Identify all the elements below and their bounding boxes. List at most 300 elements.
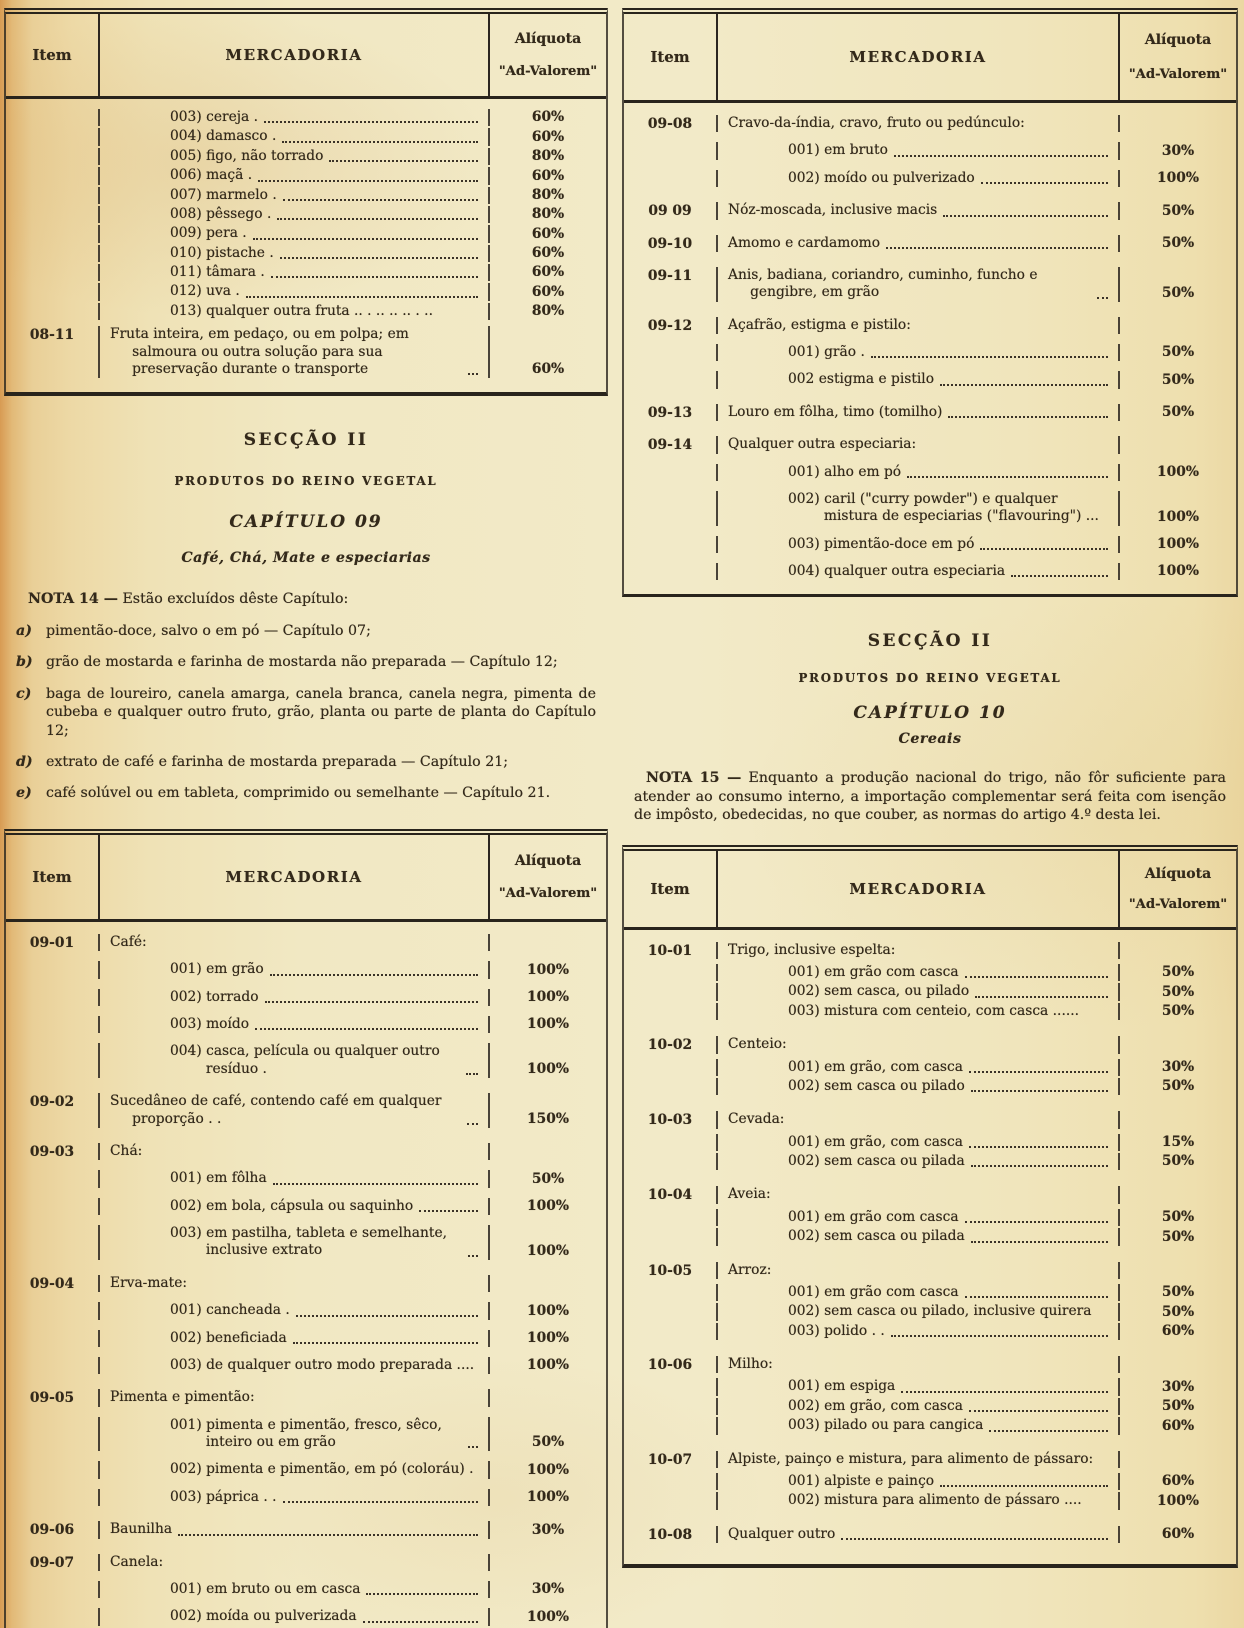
merchandise-cell [100, 283, 490, 300]
table-body-spices [624, 103, 1236, 594]
merchandise-cell [718, 404, 1120, 421]
merchandise-text: 002) sem casca, ou pilado [788, 983, 970, 1000]
merchandise-cell [718, 1153, 1120, 1170]
nota-14-text: Estão excluídos dêste Capítulo: [122, 591, 349, 608]
section-title: SECÇÃO II [243, 430, 369, 451]
advalorem-rate: 50% [1161, 344, 1195, 361]
section-capitulo-10 [622, 631, 1238, 824]
merchandise-text: Aveia: [728, 1186, 771, 1203]
merchandise-cell [718, 464, 1120, 481]
merchandise-text: 002) pimenta e pimentão, em pó (coloráu) . [170, 1461, 474, 1478]
tariff-table-cap09 [4, 829, 608, 1628]
advalorem-rate: 50% [1161, 284, 1195, 301]
merchandise-text: 012) uva . [170, 283, 240, 300]
section-capitulo-09 [4, 430, 608, 829]
table-row [6, 1581, 606, 1598]
item-code: 10-01 [624, 942, 718, 959]
header-mercadoria: MERCADORIA [718, 14, 1120, 100]
advalorem-rate: 60% [1161, 1323, 1195, 1340]
nota-item-text: extrato de café e farinha de mostarda preparada — Capítulo 21; [46, 753, 509, 770]
merchandise-cell [100, 303, 490, 320]
item-code [624, 1417, 718, 1434]
merchandise-text: 001) alho em pó [788, 463, 902, 480]
advalorem-rate: 100% [527, 1016, 569, 1033]
merchandise-text: 001) grão . [788, 344, 865, 360]
merchandise-cell [718, 115, 1120, 132]
table-row [624, 1209, 1236, 1226]
merchandise-cell [718, 1228, 1120, 1245]
advalorem-rate: 50% [1161, 1398, 1195, 1415]
header-mercadoria: MERCADORIA [100, 835, 490, 919]
table-row [6, 225, 606, 242]
nota-item-letter: a) [16, 622, 32, 639]
merchandise-text: 004) damasco . [170, 128, 277, 145]
item-code: 09-03 [6, 1143, 100, 1160]
merchandise-text: 005) figo, não torrado [170, 147, 324, 164]
table-row [6, 283, 606, 300]
table-row [624, 1078, 1236, 1095]
merchandise-cell [100, 1581, 490, 1598]
table-header [6, 835, 606, 922]
merchandise-cell [100, 264, 490, 281]
dot-leader [366, 1593, 478, 1595]
dot-leader [971, 1165, 1108, 1167]
advalorem-rate: 100% [527, 1302, 569, 1319]
tariff-table-cereals [622, 845, 1238, 1568]
advalorem-rate: 60% [1161, 1473, 1195, 1490]
dot-leader [283, 1501, 479, 1503]
table-row [624, 202, 1236, 219]
advalorem-rate: 50% [1161, 1303, 1195, 1320]
merchandise-text: 002) sem casca ou pilado [788, 1077, 965, 1094]
item-code [6, 1016, 100, 1033]
dot-leader [943, 215, 1108, 217]
advalorem-rate: 80% [531, 206, 565, 223]
merchandise-cell [100, 1357, 490, 1374]
nota-item [16, 653, 596, 671]
item-code: 09-04 [6, 1275, 100, 1292]
advalorem-rate: 50% [1161, 964, 1195, 981]
dot-leader [296, 1315, 478, 1317]
nota-item-letter: e) [16, 785, 32, 802]
merchandise-cell [718, 1473, 1120, 1490]
merchandise-cell [100, 1198, 490, 1215]
merchandise-text: 001) em grão [170, 961, 264, 978]
dot-leader [940, 384, 1108, 386]
table-row [6, 1521, 606, 1538]
merchandise-cell [100, 1461, 490, 1478]
merchandise-cell [718, 1356, 1120, 1373]
nota-15 [634, 769, 1226, 824]
dot-leader [419, 1210, 478, 1212]
merchandise-cell [718, 942, 1120, 959]
merchandise-cell [100, 1225, 490, 1260]
item-code: 10-05 [624, 1262, 718, 1279]
table-row [6, 1389, 606, 1406]
table-row [6, 961, 606, 978]
merchandise-cell [100, 206, 490, 223]
merchandise-text: Cravo-da-índia, cravo, fruto ou pedúnculo: [728, 115, 1025, 131]
table-header [624, 14, 1236, 103]
merchandise-text: 004) casca, película ou qualquer outro resíduo . [170, 1043, 440, 1077]
merchandise-text: 003) cereja . [170, 109, 259, 125]
item-code: 09-06 [6, 1521, 100, 1538]
merchandise-cell [100, 326, 490, 378]
dot-leader [975, 996, 1108, 998]
dot-leader [901, 1391, 1108, 1393]
merchandise-text: Sucedâneo de café, contendo café em qualquer proporção . . [110, 1093, 442, 1127]
header-item: Item [6, 835, 100, 919]
table-row [6, 148, 606, 165]
table-row [6, 1043, 606, 1078]
merchandise-text: 002) em grão, com casca [788, 1397, 963, 1414]
item-code: 09-02 [6, 1093, 100, 1128]
table-row [624, 942, 1236, 959]
advalorem-rate: 150% [527, 1110, 569, 1127]
advalorem-rate: 50% [1161, 1284, 1195, 1301]
header-aliquota [490, 14, 606, 96]
advalorem-rate: 50% [531, 1434, 565, 1451]
item-code [6, 303, 100, 320]
merchandise-text: 001) em espiga [788, 1378, 896, 1395]
table-row [624, 1398, 1236, 1415]
merchandise-cell [100, 187, 490, 204]
item-code [624, 1134, 718, 1151]
item-code [624, 371, 718, 388]
table-row [624, 1473, 1236, 1490]
item-code [624, 1398, 718, 1415]
table-row [624, 235, 1236, 252]
advalorem-rate: 100% [527, 1198, 569, 1214]
table-row [6, 245, 606, 262]
advalorem-rate: 50% [1161, 371, 1195, 388]
advalorem-rate: 100% [1157, 563, 1199, 580]
item-code: 08-11 [6, 326, 100, 378]
header-aliquota [490, 835, 606, 919]
advalorem-rate [1120, 1111, 1236, 1128]
item-code [624, 1378, 718, 1395]
merchandise-text: 001) alpiste e painço [788, 1472, 935, 1489]
merchandise-cell [100, 1554, 490, 1571]
merchandise-cell [100, 167, 490, 184]
table-row [6, 1608, 606, 1625]
advalorem-rate: 100% [1157, 508, 1199, 525]
table-row [624, 1451, 1236, 1468]
dot-leader [965, 1221, 1108, 1223]
merchandise-text: 001) em grão, com casca [788, 1133, 963, 1150]
merchandise-text: 013) qualquer outra fruta .. . .. .. .. . .. [170, 302, 433, 319]
dot-leader [468, 1446, 478, 1448]
item-code [624, 1153, 718, 1170]
merchandise-text: 008) pêssego . [170, 205, 272, 222]
table-row [6, 1302, 606, 1319]
dot-leader [253, 238, 478, 240]
merchandise-text: 003) pimentão-doce em pó [788, 535, 975, 552]
advalorem-rate [490, 934, 606, 951]
table-row [6, 1016, 606, 1033]
dot-leader [329, 160, 478, 162]
dot-leader [255, 1028, 478, 1030]
dot-leader [980, 548, 1108, 550]
merchandise-text: 002) mistura para alimento de pássaro .... [788, 1492, 1082, 1509]
table-row [624, 436, 1236, 453]
merchandise-cell [100, 225, 490, 242]
table-row [624, 983, 1236, 1000]
dot-leader [468, 373, 478, 375]
item-code: 09 09 [624, 202, 718, 219]
item-code [6, 1581, 100, 1598]
section-subtitle: PRODUTOS DO REINO VEGETAL [798, 671, 1062, 686]
table-row [6, 109, 606, 126]
item-code [6, 1489, 100, 1506]
merchandise-text: Canela: [110, 1553, 164, 1570]
dot-leader [886, 247, 1108, 249]
item-code: 09-11 [624, 267, 718, 302]
item-code [6, 1330, 100, 1347]
dot-leader [271, 276, 478, 278]
dot-leader [971, 1241, 1108, 1243]
table-row [624, 563, 1236, 580]
advalorem-rate: 100% [527, 1329, 569, 1346]
table-row [6, 1417, 606, 1452]
table-row [6, 167, 606, 184]
merchandise-text: Pimenta e pimentão: [110, 1389, 255, 1406]
merchandise-cell [718, 1262, 1120, 1279]
item-code [624, 142, 718, 159]
merchandise-cell [100, 148, 490, 165]
merchandise-cell [100, 989, 490, 1006]
advalorem-rate: 60% [531, 225, 565, 242]
merchandise-cell [718, 1036, 1120, 1053]
table-row [624, 142, 1236, 159]
advalorem-rate: 50% [1161, 234, 1195, 251]
chapter-title: CAPÍTULO 09 [229, 512, 383, 533]
merchandise-text: 009) pera . [170, 225, 247, 242]
header-item: Item [6, 14, 100, 96]
dot-leader [871, 356, 1108, 358]
table-row [6, 1198, 606, 1215]
advalorem-rate: 100% [1157, 536, 1199, 552]
dot-leader [277, 218, 478, 220]
merchandise-cell [100, 1170, 490, 1187]
advalorem-rate: 100% [527, 1357, 569, 1374]
item-code: 10-02 [624, 1036, 718, 1053]
merchandise-text: 001) cancheada . [170, 1302, 290, 1319]
dot-leader [258, 180, 478, 182]
merchandise-text: 001) em grão com casca [788, 964, 959, 981]
table-row [6, 1461, 606, 1478]
merchandise-text: 002) sem casca ou pilada [788, 1153, 965, 1170]
advalorem-rate [1120, 436, 1236, 453]
dot-leader [264, 121, 478, 123]
dot-leader [246, 296, 478, 298]
advalorem-rate: 30% [1161, 1058, 1195, 1075]
item-code [624, 1059, 718, 1076]
merchandise-cell [100, 1389, 490, 1406]
header-advalorem-line2: "Ad-Valorem" [498, 886, 598, 902]
header-advalorem-line2: "Ad-Valorem" [498, 64, 598, 79]
nota-14-label: NOTA 14 — [28, 591, 118, 608]
item-code [6, 1357, 100, 1374]
merchandise-cell [718, 536, 1120, 553]
advalorem-rate: 50% [1161, 983, 1195, 1000]
merchandise-cell [718, 235, 1120, 252]
merchandise-text: 007) marmelo . [170, 186, 277, 203]
merchandise-cell [718, 491, 1120, 526]
advalorem-rate: 50% [1161, 202, 1195, 219]
dot-leader [940, 1485, 1108, 1487]
dot-leader [965, 1296, 1108, 1298]
merchandise-cell [100, 1521, 490, 1538]
merchandise-text: 003) mistura com centeio, com casca ...... [788, 1002, 1079, 1019]
item-code [6, 1461, 100, 1478]
dot-leader [981, 182, 1108, 184]
table-row [624, 1303, 1236, 1320]
item-code: 09-01 [6, 934, 100, 951]
merchandise-cell [718, 202, 1120, 219]
item-code [6, 167, 100, 184]
table-row [6, 1554, 606, 1571]
table-row [624, 267, 1236, 302]
item-code [6, 961, 100, 978]
advalorem-rate: 100% [527, 1461, 569, 1478]
merchandise-text: Cevada: [728, 1111, 785, 1128]
nota-14 [16, 590, 596, 608]
advalorem-rate [490, 1275, 606, 1292]
item-code [624, 1209, 718, 1226]
advalorem-rate: 80% [531, 303, 565, 320]
merchandise-cell [718, 317, 1120, 334]
item-code [6, 1225, 100, 1260]
table-row [6, 1143, 606, 1160]
table-row [624, 464, 1236, 481]
merchandise-cell [718, 142, 1120, 159]
merchandise-text: 001) em fôlha [170, 1170, 267, 1187]
table-header [6, 14, 606, 99]
table-row [624, 1492, 1236, 1509]
merchandise-cell [100, 128, 490, 145]
advalorem-rate: 30% [531, 1581, 565, 1598]
merchandise-cell [718, 1209, 1120, 1226]
dot-leader [948, 416, 1108, 418]
left-column [4, 8, 608, 1628]
item-code: 09-07 [6, 1554, 100, 1571]
dot-leader [265, 1001, 478, 1003]
item-code [6, 245, 100, 262]
advalorem-rate [490, 1554, 606, 1571]
merchandise-text: Amomo e cardamomo [728, 234, 881, 251]
table-row [624, 1284, 1236, 1301]
advalorem-rate [490, 1389, 606, 1406]
advalorem-rate [1120, 1451, 1236, 1468]
merchandise-text: Açafrão, estigma e pistilo: [728, 316, 911, 333]
merchandise-text: 001) em grão, com casca [788, 1058, 963, 1075]
header-advalorem-line2: "Ad-Valorem" [1128, 66, 1228, 82]
merchandise-text: 011) tâmara . [170, 264, 265, 280]
item-code: 09-05 [6, 1389, 100, 1406]
header-item: Item [624, 851, 718, 927]
dot-leader [1011, 575, 1108, 577]
merchandise-text: Centeio: [728, 1036, 787, 1053]
header-aliquota-line1: Alíquota [514, 852, 582, 869]
merchandise-text: 003) moído [170, 1016, 250, 1032]
advalorem-rate: 100% [527, 961, 569, 978]
table-row [6, 206, 606, 223]
merchandise-cell [100, 1489, 490, 1506]
merchandise-cell [100, 1608, 490, 1625]
merchandise-text: Chá: [110, 1142, 143, 1159]
merchandise-text: 004) qualquer outra especiaria [788, 563, 1006, 579]
dot-leader [283, 199, 478, 201]
table-row [624, 404, 1236, 421]
dot-leader [293, 1342, 478, 1344]
section-title: SECÇÃO II [867, 631, 993, 652]
dot-leader [1097, 297, 1108, 299]
advalorem-rate: 60% [531, 167, 565, 184]
item-code [624, 983, 718, 1000]
advalorem-rate: 30% [1161, 142, 1195, 159]
item-code [624, 1473, 718, 1490]
merchandise-text: Arroz: [728, 1261, 772, 1278]
advalorem-rate: 50% [1161, 1003, 1195, 1020]
item-code [6, 283, 100, 300]
advalorem-rate [1120, 115, 1236, 132]
advalorem-rate: 100% [1157, 463, 1199, 480]
merchandise-text: Erva-mate: [110, 1274, 188, 1291]
item-code [624, 536, 718, 553]
merchandise-text: 003) pilado ou para cangica [788, 1417, 984, 1434]
table-row [6, 303, 606, 320]
item-code [6, 1417, 100, 1452]
table-row [624, 170, 1236, 187]
advalorem-rate [1120, 942, 1236, 959]
nota-item-letter: c) [16, 685, 32, 702]
advalorem-rate: 50% [1161, 1228, 1195, 1245]
advalorem-rate: 100% [527, 1489, 569, 1506]
item-code [624, 170, 718, 187]
dot-leader [989, 1430, 1108, 1432]
item-code: 09-10 [624, 235, 718, 252]
advalorem-rate: 100% [527, 989, 569, 1005]
advalorem-rate: 60% [1161, 1417, 1195, 1434]
merchandise-cell [718, 964, 1120, 981]
merchandise-text: 001) em grão com casca [788, 1283, 959, 1300]
header-aliquota-line1: Alíquota [1144, 865, 1212, 882]
table-body-fruits [6, 99, 606, 392]
dot-leader [270, 974, 478, 976]
nota-item-text: pimentão-doce, salvo o em pó — Capítulo 07; [46, 622, 371, 639]
header-aliquota [1120, 851, 1236, 927]
dot-leader [965, 976, 1108, 978]
merchandise-cell [100, 1093, 490, 1128]
merchandise-cell [718, 1186, 1120, 1203]
item-code [624, 1323, 718, 1340]
merchandise-cell [100, 1302, 490, 1319]
header-item: Item [624, 14, 718, 100]
merchandise-text: Trigo, inclusive espelta: [728, 941, 896, 958]
advalorem-rate [1120, 1262, 1236, 1279]
merchandise-cell [718, 1323, 1120, 1340]
merchandise-text: 002) sem casca ou pilado, inclusive quirera [788, 1303, 1092, 1320]
item-code: 09-12 [624, 317, 718, 334]
merchandise-cell [100, 109, 490, 126]
merchandise-text: Qualquer outra especiaria: [728, 436, 917, 453]
advalorem-rate: 100% [1157, 170, 1199, 187]
section-subtitle: PRODUTOS DO REINO VEGETAL [174, 474, 438, 489]
merchandise-text: 001) em bruto ou em casca [170, 1580, 361, 1597]
dot-leader [891, 1335, 1108, 1337]
merchandise-text: 001) pimenta e pimentão, fresco, sêco, inteiro ou em grão [170, 1416, 442, 1450]
